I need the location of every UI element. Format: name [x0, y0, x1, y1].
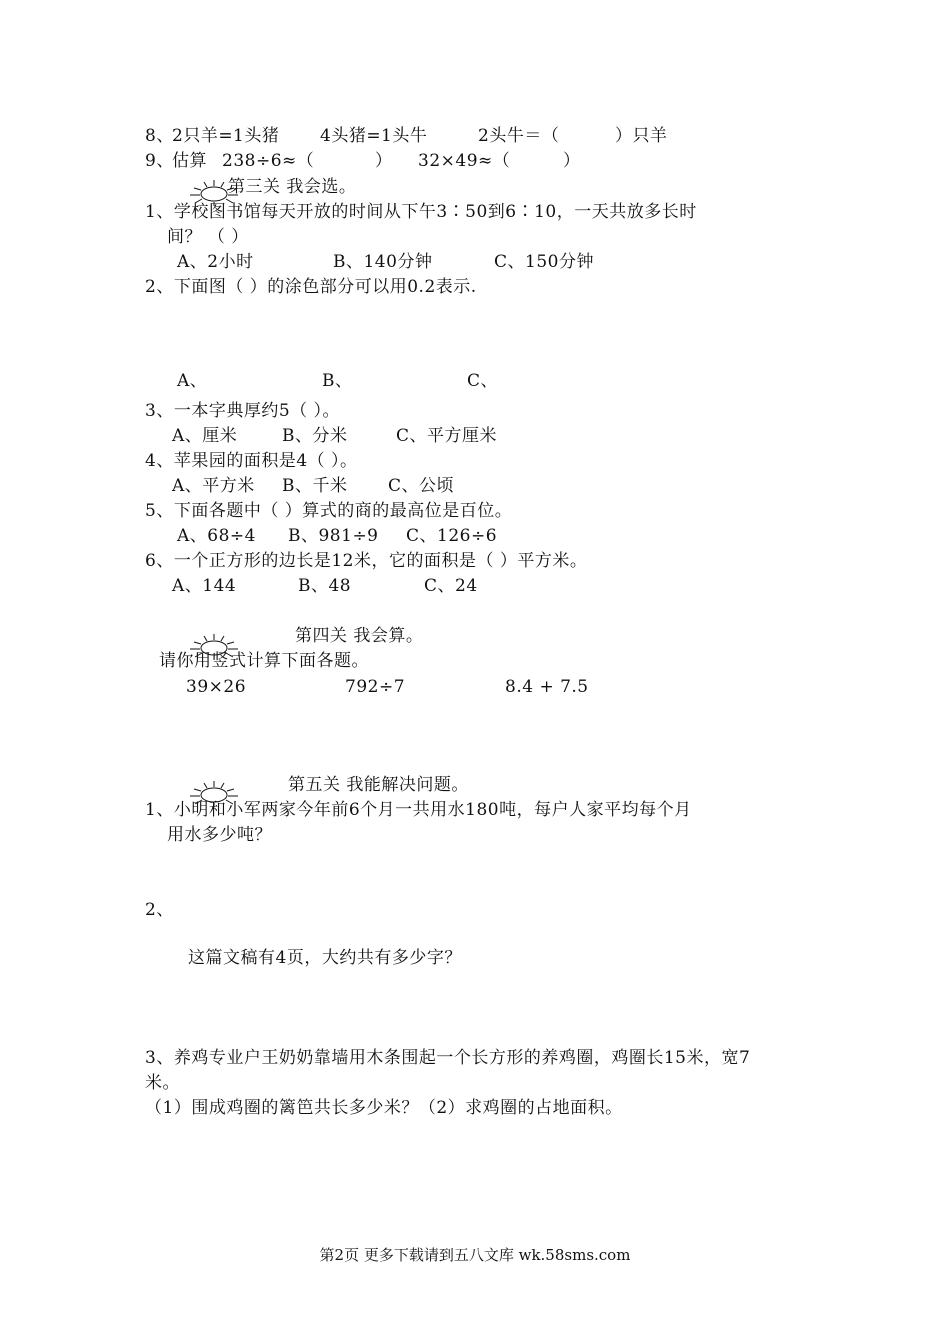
s3-q6-option-b: B、48 — [298, 576, 352, 596]
q8-number: 8、 — [145, 126, 174, 146]
q9-estimate-2-close: ） — [563, 151, 581, 171]
s4-expression-2: 792÷7 — [345, 677, 406, 697]
s5-q2-text: 这篇文稿有4页，大约共有多少字？ — [188, 948, 462, 968]
s5-q3-line1: 3、养鸡专业户王奶奶靠墙用木条围起一个长方形的养鸡圈，鸡圈长15米，宽7 — [145, 1048, 751, 1068]
s3-q5-text: 5、下面各题中（ ）算式的商的最高位是百位。 — [145, 501, 513, 521]
s3-q3-text: 3、一本字典厚约5（ ）。 — [145, 401, 341, 421]
q8-part4: ）只羊 — [615, 126, 668, 146]
s3-q3-option-a: A、厘米 — [172, 426, 238, 446]
s3-q4-option-b: B、千米 — [282, 476, 348, 496]
s5-q3-line3: （1）围成鸡圈的篱笆共长多少米？（2）求鸡圈的占地面积。 — [145, 1098, 623, 1118]
s5-q1-line2: 用水多少吨？ — [167, 825, 272, 845]
s3-q2-option-b: B、 — [322, 371, 353, 391]
section3-title: 第三关 我会选。 — [228, 177, 357, 197]
s3-q2-option-a: A、 — [177, 371, 208, 391]
s3-q6-option-c: C、24 — [424, 576, 478, 596]
s5-q1-line1: 1、小明和小军两家今年前6个月一共用水180吨，每户人家平均每个月 — [145, 800, 692, 820]
q9-estimate-2: 32×49≈（ — [418, 151, 511, 171]
s4-expression-1: 39×26 — [186, 677, 247, 697]
section4-instruction: 请你用竖式计算下面各题。 — [159, 651, 369, 671]
s3-q4-option-a: A、平方米 — [172, 476, 255, 496]
q9-estimate-1: 238÷6≈（ — [222, 151, 315, 171]
s3-q3-option-c: C、平方厘米 — [396, 426, 498, 446]
q8-part3: 2头牛＝（ — [478, 126, 560, 146]
q8-part2: 4头猪=1头牛 — [320, 126, 428, 146]
q9-number: 9、 — [145, 151, 174, 171]
s3-q2-text: 2、下面图（ ）的涂色部分可以用0.2表示. — [145, 277, 477, 297]
s4-expression-3: 8.4 + 7.5 — [505, 677, 589, 697]
q9-estimate-1-close: ） — [375, 151, 393, 171]
q8-part1: 2只羊=1头猪 — [172, 126, 280, 146]
s3-q2-option-c: C、 — [467, 371, 499, 391]
s3-q5-option-c: C、126÷6 — [406, 526, 498, 546]
s5-q2-number: 2、 — [145, 900, 174, 920]
s3-q5-option-b: B、981÷9 — [288, 526, 379, 546]
s3-q5-option-a: A、68÷4 — [177, 526, 256, 546]
s3-q4-text: 4、苹果园的面积是4（ ）。 — [145, 451, 358, 471]
section5-title: 第五关 我能解决问题。 — [288, 775, 469, 795]
s5-q3-line2: 米。 — [145, 1073, 180, 1093]
s3-q6-text: 6、一个正方形的边长是12米，它的面积是（ ）平方米。 — [145, 551, 588, 571]
s3-q1-option-b: B、140分钟 — [333, 252, 433, 272]
s3-q6-option-a: A、144 — [172, 576, 237, 596]
s3-q1-option-c: C、150分钟 — [494, 252, 594, 272]
s3-q1-line2: 间？ （ ） — [167, 227, 249, 247]
section4-title: 第四关 我会算。 — [295, 626, 424, 646]
s3-q3-option-b: B、分米 — [282, 426, 348, 446]
s3-q4-option-c: C、公顷 — [388, 476, 455, 496]
page-footer: 第2页 更多下载请到五八文库 wk.58sms.com — [319, 1246, 631, 1264]
s3-q1-line1: 1、学校图书馆每天开放的时间从下午3∶50到6∶10，一天共放多长时 — [145, 202, 697, 222]
q9-label: 估算 — [172, 151, 207, 171]
s3-q1-option-a: A、2小时 — [177, 252, 254, 272]
